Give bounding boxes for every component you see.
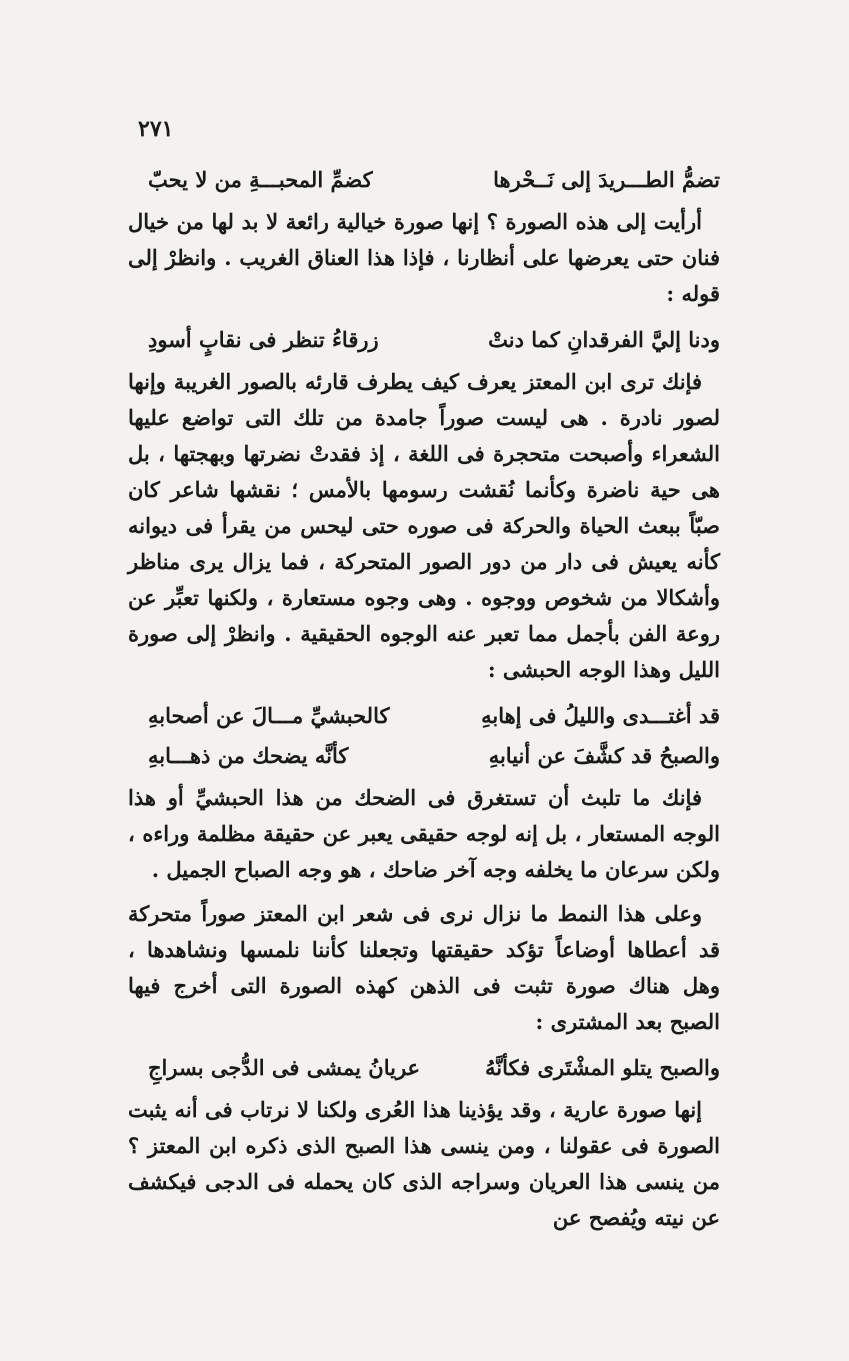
verse-hemistich-second: زرقاءُ تنظر فى نقابٍ أسودِ <box>148 327 379 352</box>
verse-hemistich-first: قد أغتـــدى والليلُ فى إهابهِ <box>481 703 720 728</box>
verse-line <box>128 736 720 776</box>
verse-hemistich-first: والصبحُ قد كشَّفَ عن أنيابهِ <box>488 743 720 768</box>
paragraph: أرأيت إلى هذه الصورة ؟ إنها صورة خيالية رائعة لا بد لها من خيال فنان حتى يعرضها على أنظارنا ، فإذا هذا العناق الغريب . وانظرْ إلى قوله : <box>128 209 720 306</box>
paragraph: فإنك ما تلبث أن تستغرق فى الضحك من هذا الحبشيِّ أو هذا الوجه المستعار ، بل إنه لوجه حقيقى يعبر عن حقيقة مظلمة وراءه ، ولكن سرعان ما يخلفه وجه آخر ضاحك ، هو وجه الصباح الجميل . <box>128 785 720 882</box>
verse-hemistich-first: تضمُّ الطـــريدَ إلى نَــحْرها <box>493 167 720 192</box>
verse-hemistich-second: كأنَّه يضحك من ذهـــابهِ <box>148 743 349 768</box>
verse-hemistich-first: والصبح يتلو المشْتَرى فكأنَّهُ <box>485 1055 720 1080</box>
verse-hemistich-second: عريانُ يمشى فى الدُّجى بسراجِ <box>148 1055 421 1080</box>
verse-hemistich-second: كضمِّ المحبـــةِ من لا يحبّ <box>148 167 373 192</box>
page-number: ٢٧١ <box>138 116 174 142</box>
verse-hemistich-second: كالحبشيِّ مـــالَ عن أصحابهِ <box>148 703 390 728</box>
verse-line <box>128 1048 720 1088</box>
page-body <box>128 160 720 1244</box>
verse-line <box>128 320 720 360</box>
paragraph: فإنك ترى ابن المعتز يعرف كيف يطرف قارئه بالصور الغريبة وإنها لصور نادرة . هى ليست صوراً جامدة من تلك التى تواضع عليها الشعراء وأصبحت متحجرة فى اللغة ، إذ فقدتْ نضرتها وبهجتها ، بل هى حية ناضرة وكأنما نُقشت رسومها بالأمس ؛ نقشها شاعر كان صبّاً ببعث الحياة والحركة فى صوره حتى ليحس من يقرأ فى ديوانه كأنه يعيش فى دار من دور الصور المتحركة ، فما يزال يرى مناظر وأشكالا من شخوص ووجوه . وهى وجوه مستعارة ، ولكنها تعبِّر عن روعة الفن بأجمل مما تعبر عنه الوجوه الحقيقية . وانظرْ إلى صورة الليل وهذا الوجه الحبشى : <box>128 369 720 682</box>
paragraph: وعلى هذا النمط ما نزال نرى فى شعر ابن المعتز صوراً متحركة قد أعطاها أوضاعاً تؤكد حقيقتها وتجعلنا كأننا نلمسها ونشاهدها ، وهل هناك صورة تثبت فى الذهن كهذه الصورة التى أخرج فيها الصبح بعد المشترى : <box>128 901 720 1034</box>
paragraph: إنها صورة عارية ، وقد يؤذينا هذا العُرى ولكنا لا نرتاب فى أنه يثبت الصورة فى عقولنا ، ومن ينسى هذا الصبح الذى ذكره ابن المعتز ؟ من ينسى هذا العريان وسراجه الذى كان يحمله فى الدجى فيكشف عن نيته ويُفصح عن <box>128 1097 720 1230</box>
verse-line <box>128 160 720 200</box>
verse-line <box>128 696 720 736</box>
verse-hemistich-first: ودنا إليَّ الفرقدانِ كما دنتْ <box>488 327 720 352</box>
